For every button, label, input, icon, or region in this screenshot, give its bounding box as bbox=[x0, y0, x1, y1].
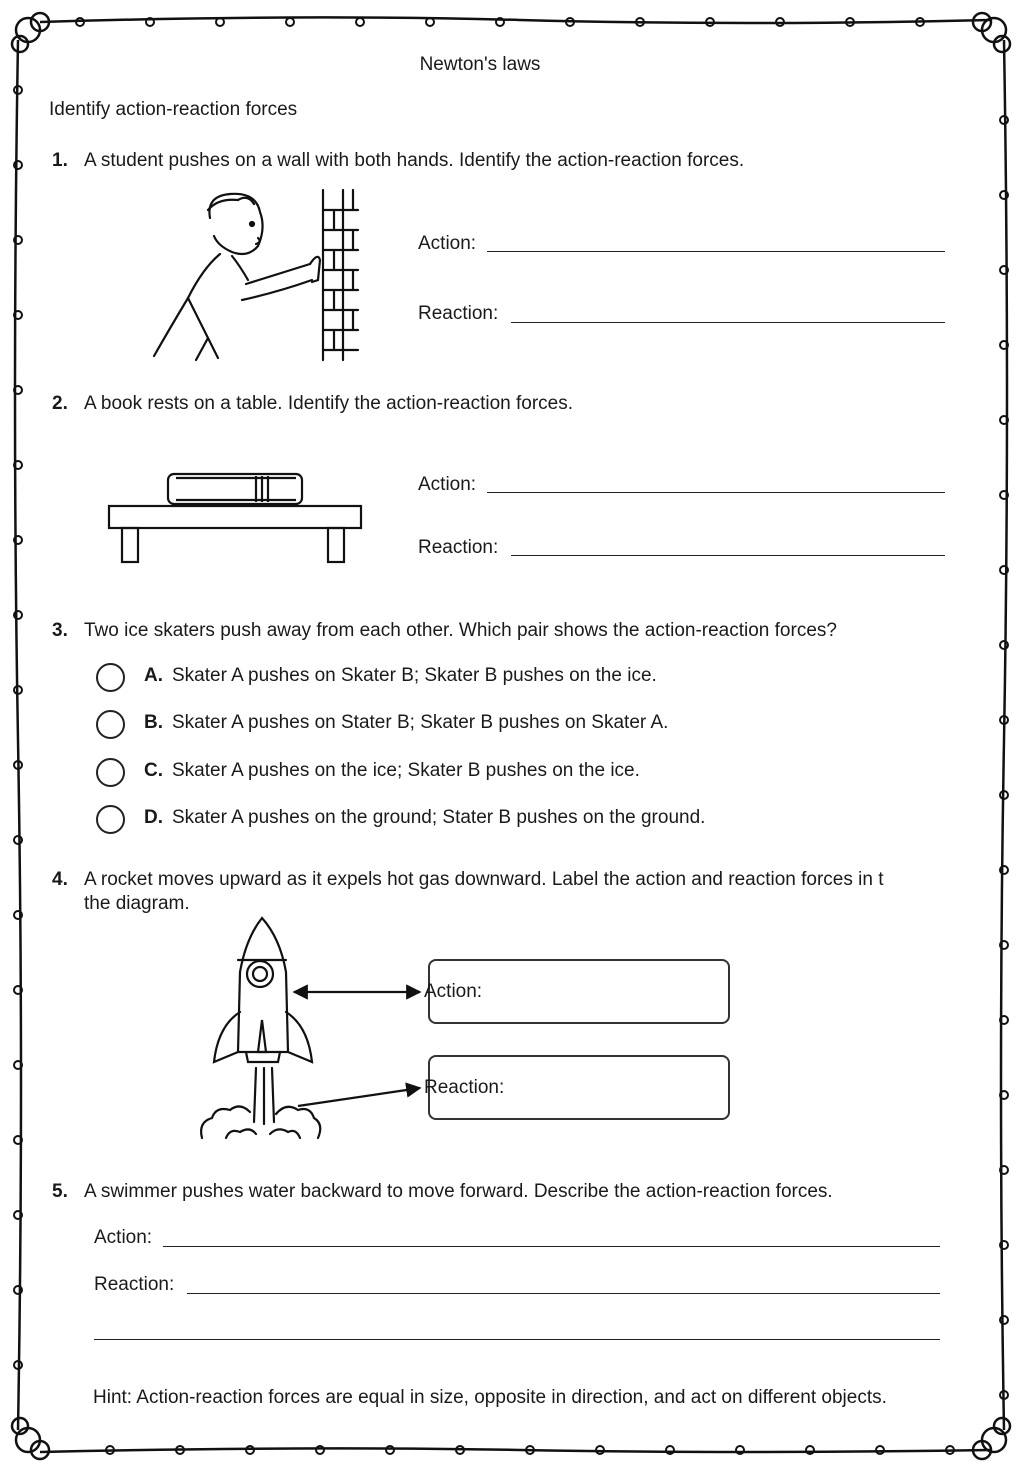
question-text: Two ice skaters push away from each other. Which pair shows the action-reaction forces? bbox=[84, 620, 837, 641]
question-4-text-line2: thе diagram. bbox=[84, 893, 190, 914]
rocket-illustration bbox=[190, 912, 430, 1148]
q5-action-label: Action: bbox=[94, 1227, 153, 1248]
option-letter: D. bbox=[144, 807, 163, 828]
option-letter: A. bbox=[144, 665, 163, 686]
question-5 bbox=[52, 1181, 833, 1203]
question-text: A swimmer pushes water backward to move forward. Describe the action-reaction forces. bbox=[84, 1181, 833, 1202]
question-4 bbox=[52, 869, 884, 891]
page-title: Newton's laws bbox=[419, 54, 541, 75]
question-number: 1. bbox=[52, 150, 68, 171]
border-loop bbox=[356, 18, 364, 26]
q5-action-answer-line[interactable] bbox=[163, 1246, 940, 1247]
question-3 bbox=[52, 620, 837, 642]
radio-circle[interactable] bbox=[96, 710, 125, 739]
q5-reaction-label: Reaction: bbox=[94, 1274, 175, 1295]
q4-reaction-label: Reaction: bbox=[424, 1077, 505, 1098]
q1-action-label: Action: bbox=[418, 233, 477, 254]
hint-text: Hint: Action-reaction forces are equal in size, opposite in direction, and act on different objects. bbox=[93, 1387, 887, 1408]
q5-reaction-answer-line[interactable] bbox=[187, 1293, 940, 1294]
question-1 bbox=[52, 150, 744, 172]
border-loop bbox=[1000, 641, 1008, 649]
radio-circle[interactable] bbox=[96, 663, 125, 692]
border-loop bbox=[14, 836, 22, 844]
question-text: A student pushes on a wall with both hands. Identify the action-reaction forces. bbox=[84, 150, 745, 171]
border-loop bbox=[286, 18, 294, 26]
option-text: Skater A pushes on the ice; Skater B pushes on the ice. bbox=[172, 760, 640, 781]
option-text: Skater A pushes on Skater B; Skater B pushes on the ice. bbox=[172, 665, 657, 686]
q1-reaction-label: Reaction: bbox=[418, 303, 499, 324]
border-loop bbox=[386, 1446, 394, 1454]
q2-reaction-answer-line[interactable] bbox=[511, 555, 945, 556]
q4-action-label: Action: bbox=[424, 981, 483, 1002]
question-text-line1: A rocket moves upward as it expels hot gas downward. Label the action and reaction forces in t bbox=[84, 869, 884, 890]
book-on-table-illustration bbox=[106, 470, 364, 566]
q2-action-label: Action: bbox=[418, 474, 477, 495]
student-pushing-wall-illustration bbox=[148, 188, 363, 364]
radio-circle[interactable] bbox=[96, 805, 125, 834]
question-2 bbox=[52, 393, 573, 415]
question-text: A book rests on a table. Identify the action-reaction forces. bbox=[84, 393, 573, 414]
question-number: 3. bbox=[52, 620, 68, 641]
option-letter: B. bbox=[144, 712, 163, 733]
radio-circle[interactable] bbox=[96, 758, 125, 787]
option-text: Skater A pushes on the ground; Stater B pushes on the ground. bbox=[172, 807, 706, 828]
q2-action-answer-line[interactable] bbox=[487, 492, 945, 493]
border-loop bbox=[876, 1446, 884, 1454]
option-letter: C. bbox=[144, 760, 163, 781]
worksheet-subtitle: Identify action-reaction forces bbox=[49, 99, 298, 120]
q5-extra-answer-line[interactable] bbox=[94, 1339, 940, 1340]
q2-reaction-label: Reaction: bbox=[418, 537, 499, 558]
question-number: 5. bbox=[52, 1181, 68, 1202]
q1-reaction-answer-line[interactable] bbox=[511, 322, 945, 323]
question-number: 4. bbox=[52, 869, 68, 890]
q1-action-answer-line[interactable] bbox=[487, 251, 945, 252]
option-text: Skater A pushes on Stater B; Skater B pushes on Skater A. bbox=[172, 712, 669, 733]
question-number: 2. bbox=[52, 393, 68, 414]
